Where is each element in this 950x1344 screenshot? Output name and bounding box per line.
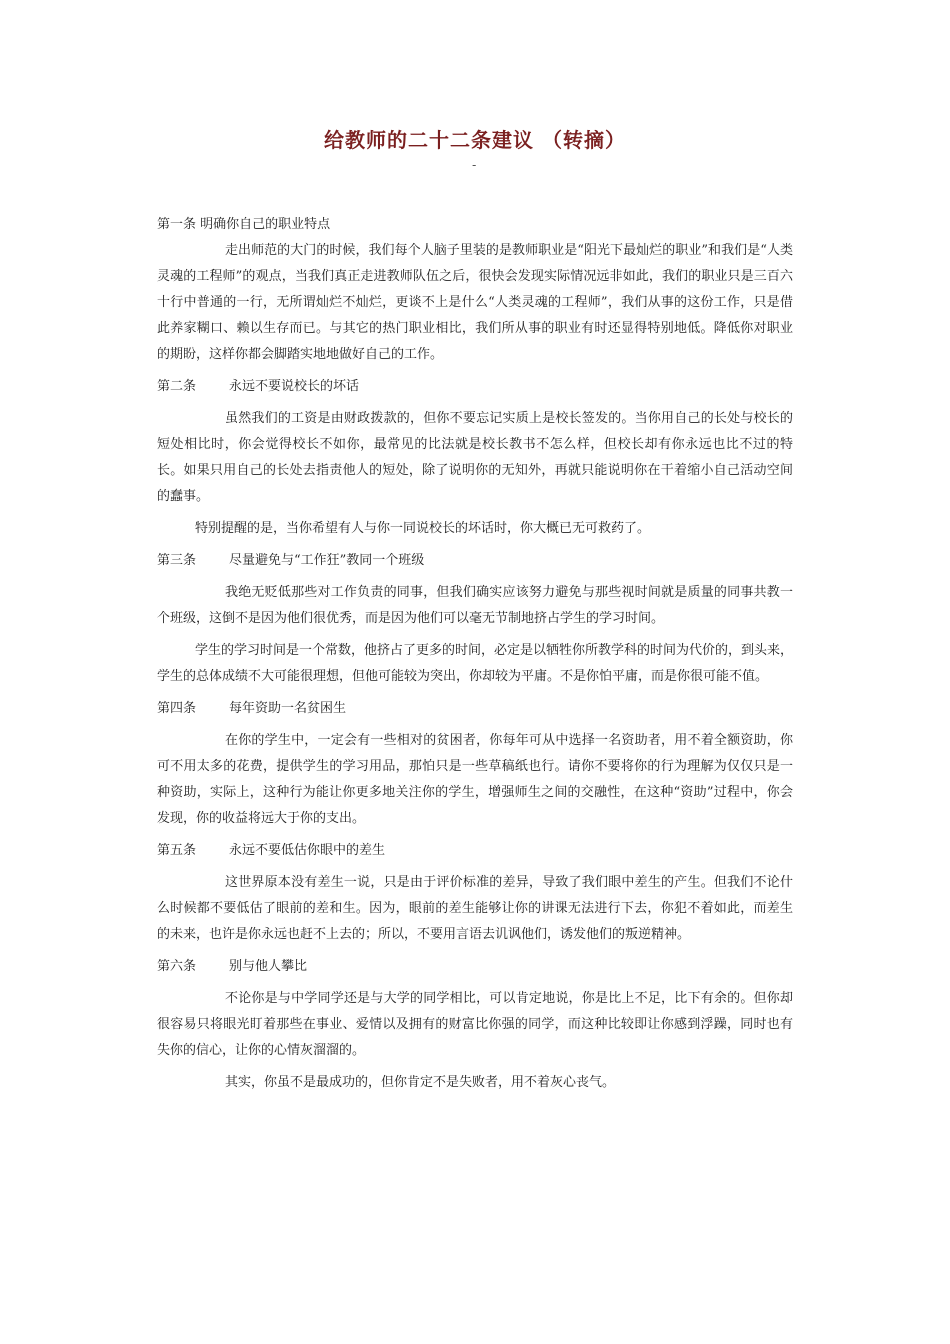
section-1-heading: 第一条 明确你自己的职业特点 [157,217,331,232]
section-1-paragraph: 走出师范的大门的时候，我们每个人脑子里装的是教师职业是“阳光下最灿烂的职业”和我们是“人类灵魂的工程师”的观点，当我们真正走进教师队伍之后，很快会发现实际情况远非如此，我们的职业只是三百六十行中普通的一行，无所谓灿烂不灿烂，更谈不上是什么“人类灵魂的工程师”，我们从事的这份工作，只是借此养家糊口、赖以生存而已。与其它的热门职业相比，我们所从事的职业有时还显得特别地低。降低你对职业的期盼，这样你都会脚踏实地地做好自己的工作。 [157,243,793,362]
section-6-title: 别与他人攀比 [229,959,308,974]
section-2-paragraph-2: 特别提醒的是，当你希望有人与你一同说校长的坏话时，你大概已无可救药了。 [195,521,651,536]
section-6-heading [157,954,793,980]
document-title: 给教师的二十二条建议 （转摘） [324,128,626,152]
section-4-paragraph: 在你的学生中，一定会有一些相对的贫困者，你每年可从中选择一名资助者，用不着全额资助，你可不用太多的花费，提供学生的学习用品，那怕只是一些草稿纸也行。请你不要将你的行为理解为仅仅只是一种资助，实际上，这种行为能让你更多地关注你的学生，增强师生之间的交融性，在这种“资助”过程中，你会发现，你的收益将远大于你的支出。 [157,733,793,826]
section-3-heading [157,548,793,574]
section-5-title: 永远不要低估你眼中的差生 [229,843,386,858]
section-3-paragraph-2: 学生的学习时间是一个常数，他挤占了更多的时间，必定是以牺牲你所教学科的时间为代价的，到头来，学生的总体成绩不大可能很理想，但他可能较为突出，你却较为平庸。不是你怕平庸，而是你很可能不值。 [157,643,794,684]
section-3-title: 尽量避免与“工作狂”教同一个班级 [229,553,425,568]
section-3-number: 第三条 [157,553,197,568]
section-4-number: 第四条 [157,701,197,716]
section-6-paragraph-2: 其实，你虽不是最成功的，但你肯定不是失败者，用不着灰心丧气。 [225,1075,616,1090]
section-6-paragraph-1: 不论你是与中学同学还是与大学的同学相比，可以肯定地说，你是比上不足，比下有余的。但你却很容易只将眼光盯着那些在事业、爱情以及拥有的财富比你强的同学，而这种比较即让你感到浮躁，同时也有失你的信心，让你的心情灰溜溜的。 [157,991,793,1058]
section-2-title: 永远不要说校长的坏话 [229,379,360,394]
section-5-heading [157,838,793,864]
subtitle-mark: - [472,158,477,172]
document-body [157,212,793,1102]
section-4-title: 每年资助一名贫困生 [229,701,347,716]
section-3-paragraph-1: 我绝无贬低那些对工作负责的同事，但我们确实应该努力避免与那些视时间就是质量的同事共教一个班级，这倒不是因为他们很优秀，而是因为他们可以毫无节制地挤占学生的学习时间。 [157,585,793,626]
section-6-number: 第六条 [157,959,197,974]
section-5-paragraph: 这世界原本没有差生一说，只是由于评价标准的差异，导致了我们眼中差生的产生。但我们不论什么时候都不要低估了眼前的差和生。因为，眼前的差生能够让你的讲课无法进行下去，你犯不着如此，而差生的未来，也许是你永远也赶不上去的；所以，不要用言语去讥讽他们，诱发他们的叛逆精神。 [157,875,793,942]
section-4-heading [157,696,793,722]
section-5-number: 第五条 [157,843,197,858]
section-2-heading [157,374,793,400]
section-2-paragraph-1: 虽然我们的工资是由财政拨款的，但你不要忘记实质上是校长签发的。当你用自己的长处与校长的短处相比时，你会觉得校长不如你，最常见的比法就是校长教书不怎么样，但校长却有你永远也比不过的特长。如果只用自己的长处去指责他人的短处，除了说明你的无知外，再就只能说明你在干着缩小自己活动空间的蠢事。 [157,411,793,504]
section-2-number: 第二条 [157,379,197,394]
